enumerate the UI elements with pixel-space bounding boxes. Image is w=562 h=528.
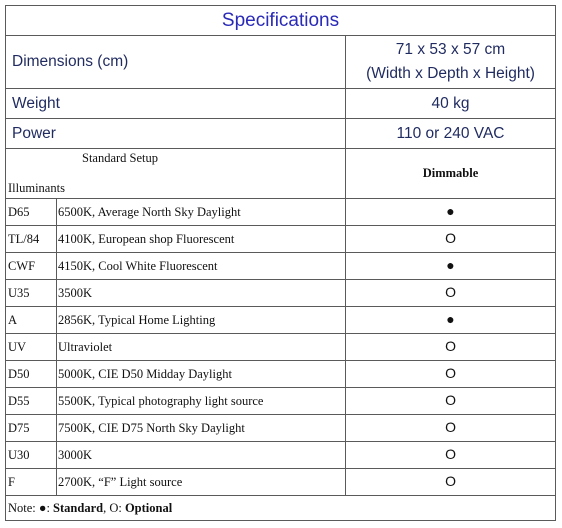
optional-mark: O xyxy=(445,446,456,462)
dimmable-header: Dimmable xyxy=(346,149,556,199)
standard-mark: ● xyxy=(446,257,455,273)
dimensions-value-line1: 71 x 53 x 57 cm xyxy=(395,41,506,58)
note-middle: , O: xyxy=(103,500,125,515)
dimmable-cell xyxy=(346,199,556,226)
table-row xyxy=(6,253,556,280)
illuminants-list xyxy=(6,199,556,496)
dimmable-cell xyxy=(346,442,556,469)
illuminant-description: 4100K, European shop Fluorescent xyxy=(58,231,235,246)
table-row xyxy=(6,442,556,469)
dimmable-cell xyxy=(346,253,556,280)
illuminant-code: D75 xyxy=(6,415,57,441)
illuminant-cell xyxy=(6,280,346,307)
note-cell xyxy=(6,496,556,521)
illuminant-cell xyxy=(6,442,346,469)
weight-row xyxy=(6,89,556,119)
dimmable-cell xyxy=(346,388,556,415)
table-title: Specifications xyxy=(6,6,556,36)
illuminant-description: 6500K, Average North Sky Daylight xyxy=(58,204,241,219)
optional-mark: O xyxy=(445,392,456,408)
standard-mark: ● xyxy=(446,311,455,327)
power-value: 110 or 240 VAC xyxy=(346,119,556,149)
note-standard: Standard xyxy=(53,500,104,515)
illuminant-cell xyxy=(6,199,346,226)
power-row xyxy=(6,119,556,149)
dimensions-label: Dimensions (cm) xyxy=(6,36,346,89)
weight-label: Weight xyxy=(6,89,346,119)
dimmable-cell xyxy=(346,361,556,388)
note-row xyxy=(6,496,556,521)
note-prefix: Note: ●: xyxy=(8,500,54,515)
dimmable-cell xyxy=(346,280,556,307)
illuminant-description: 4150K, Cool White Fluorescent xyxy=(58,258,218,273)
specifications-table xyxy=(5,5,556,521)
weight-value: 40 kg xyxy=(346,89,556,119)
table-row xyxy=(6,388,556,415)
illuminant-description: 7500K, CIE D75 North Sky Daylight xyxy=(58,420,245,435)
illuminant-cell xyxy=(6,361,346,388)
illuminant-code: CWF xyxy=(6,253,57,279)
table-row xyxy=(6,280,556,307)
optional-mark: O xyxy=(445,284,456,300)
dimensions-value-line2: (Width x Depth x Height) xyxy=(366,65,535,82)
table-row xyxy=(6,334,556,361)
illuminant-description: 3500K xyxy=(58,285,93,300)
dimensions-value xyxy=(346,36,556,89)
illuminant-description: 2856K, Typical Home Lighting xyxy=(58,312,216,327)
optional-mark: O xyxy=(445,365,456,381)
illuminant-description: 3000K xyxy=(58,447,93,462)
standard-setup-label: Standard Setup xyxy=(82,151,159,165)
illuminants-header-cell xyxy=(6,149,346,199)
illuminant-code: A xyxy=(6,307,57,333)
table-row xyxy=(6,226,556,253)
illuminant-cell xyxy=(6,388,346,415)
illuminant-cell xyxy=(6,253,346,280)
illuminant-code: D55 xyxy=(6,388,57,414)
table-row xyxy=(6,307,556,334)
illuminant-code: U35 xyxy=(6,280,57,306)
standard-mark: ● xyxy=(446,203,455,219)
illuminant-cell xyxy=(6,469,346,496)
optional-mark: O xyxy=(445,419,456,435)
optional-mark: O xyxy=(445,230,456,246)
table-row xyxy=(6,199,556,226)
illuminant-description: 2700K, “F” Light source xyxy=(58,474,183,489)
illuminant-description: 5000K, CIE D50 Midday Daylight xyxy=(58,366,232,381)
illuminant-cell xyxy=(6,334,346,361)
illuminant-code: U30 xyxy=(6,442,57,468)
dimensions-row xyxy=(6,36,556,89)
illuminant-code: TL/84 xyxy=(6,226,57,252)
illuminant-code: D65 xyxy=(6,199,57,225)
dimmable-cell xyxy=(346,226,556,253)
optional-mark: O xyxy=(445,473,456,489)
power-label: Power xyxy=(6,119,346,149)
illuminant-cell xyxy=(6,226,346,253)
dimmable-cell xyxy=(346,307,556,334)
illuminant-code: F xyxy=(6,469,57,495)
illuminant-cell xyxy=(6,415,346,442)
dimmable-cell xyxy=(346,415,556,442)
illuminants-label: Illuminants xyxy=(8,181,65,195)
table-row xyxy=(6,415,556,442)
optional-mark: O xyxy=(445,338,456,354)
dimmable-cell xyxy=(346,469,556,496)
illuminant-description: 5500K, Typical photography light source xyxy=(58,393,264,408)
illuminant-description: Ultraviolet xyxy=(58,339,113,354)
note-optional: Optional xyxy=(124,500,173,515)
illuminant-cell xyxy=(6,307,346,334)
illuminants-header-row xyxy=(6,149,556,199)
table-row xyxy=(6,469,556,496)
dimmable-cell xyxy=(346,334,556,361)
table-row xyxy=(6,361,556,388)
illuminant-code: UV xyxy=(6,334,57,360)
illuminant-code: D50 xyxy=(6,361,57,387)
